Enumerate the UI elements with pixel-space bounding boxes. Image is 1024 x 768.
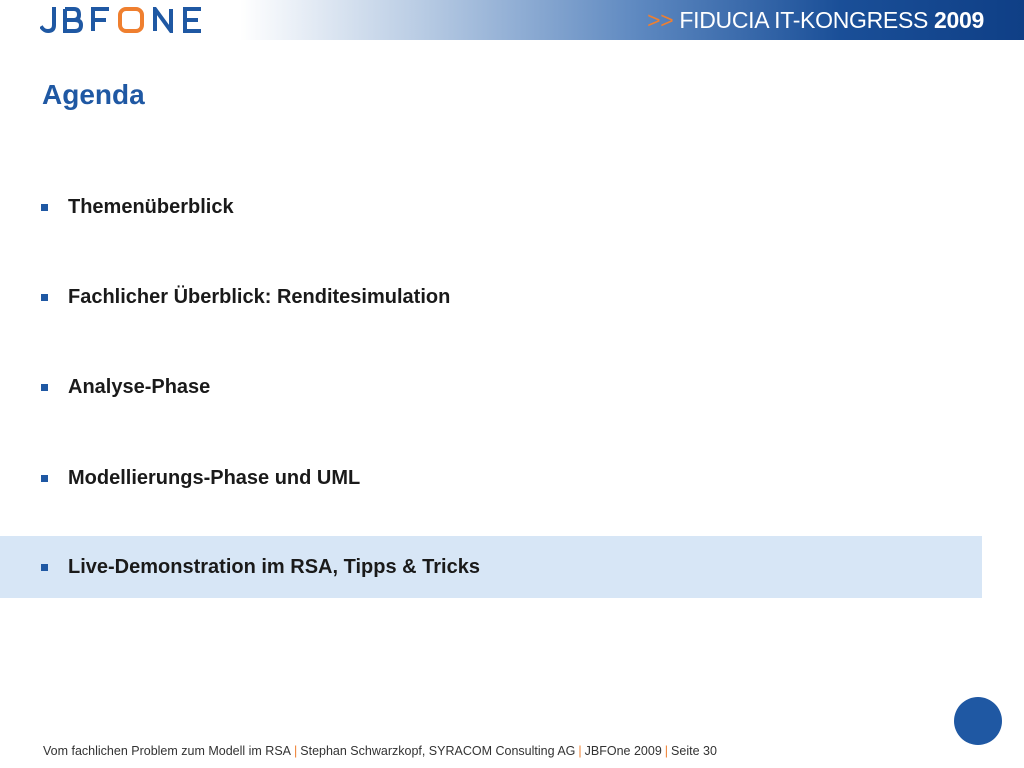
- congress-arrows: >>: [647, 7, 674, 33]
- footer: [43, 743, 717, 759]
- bullet-icon: [41, 384, 48, 391]
- bullet-icon: [41, 294, 48, 301]
- page-title: Agenda: [42, 79, 145, 110]
- footer-page: Seite 30: [671, 744, 717, 758]
- agenda-item-label: Analyse-Phase: [68, 376, 211, 398]
- agenda-item-label: Fachlicher Überblick: Renditesimulation: [68, 286, 451, 308]
- agenda-item-live-demonstration[interactable]: [0, 536, 982, 598]
- agenda-item-label: Live-Demonstration im RSA, Tipps & Tricks: [68, 556, 480, 578]
- footer-event: JBFOne 2009: [584, 744, 662, 758]
- footer-speaker: Stephan Schwarzkopf, SYRACOM Consulting AG: [300, 744, 576, 758]
- agenda-item-label: Modellierungs-Phase und UML: [68, 467, 361, 489]
- corner-dot-icon: [954, 697, 1002, 745]
- congress-name: FIDUCIA IT-KONGRESS: [679, 7, 929, 33]
- agenda-item-fachlicher-ueberblick[interactable]: [0, 266, 982, 328]
- bullet-icon: [41, 564, 48, 571]
- bullet-icon: [41, 204, 48, 211]
- footer-separator: |: [664, 744, 669, 758]
- agenda-item-analyse-phase[interactable]: [0, 356, 982, 418]
- agenda-item-themenueberblick[interactable]: [0, 176, 982, 238]
- bullet-icon: [41, 475, 48, 482]
- agenda-item-label: Themenüberblick: [68, 196, 234, 218]
- footer-separator: |: [294, 744, 298, 758]
- footer-topic: Vom fachlichen Problem zum Modell im RSA: [43, 744, 292, 758]
- footer-separator: |: [578, 744, 582, 758]
- agenda-item-modellierungs-phase[interactable]: [0, 447, 982, 509]
- congress-year: 2009: [934, 7, 984, 33]
